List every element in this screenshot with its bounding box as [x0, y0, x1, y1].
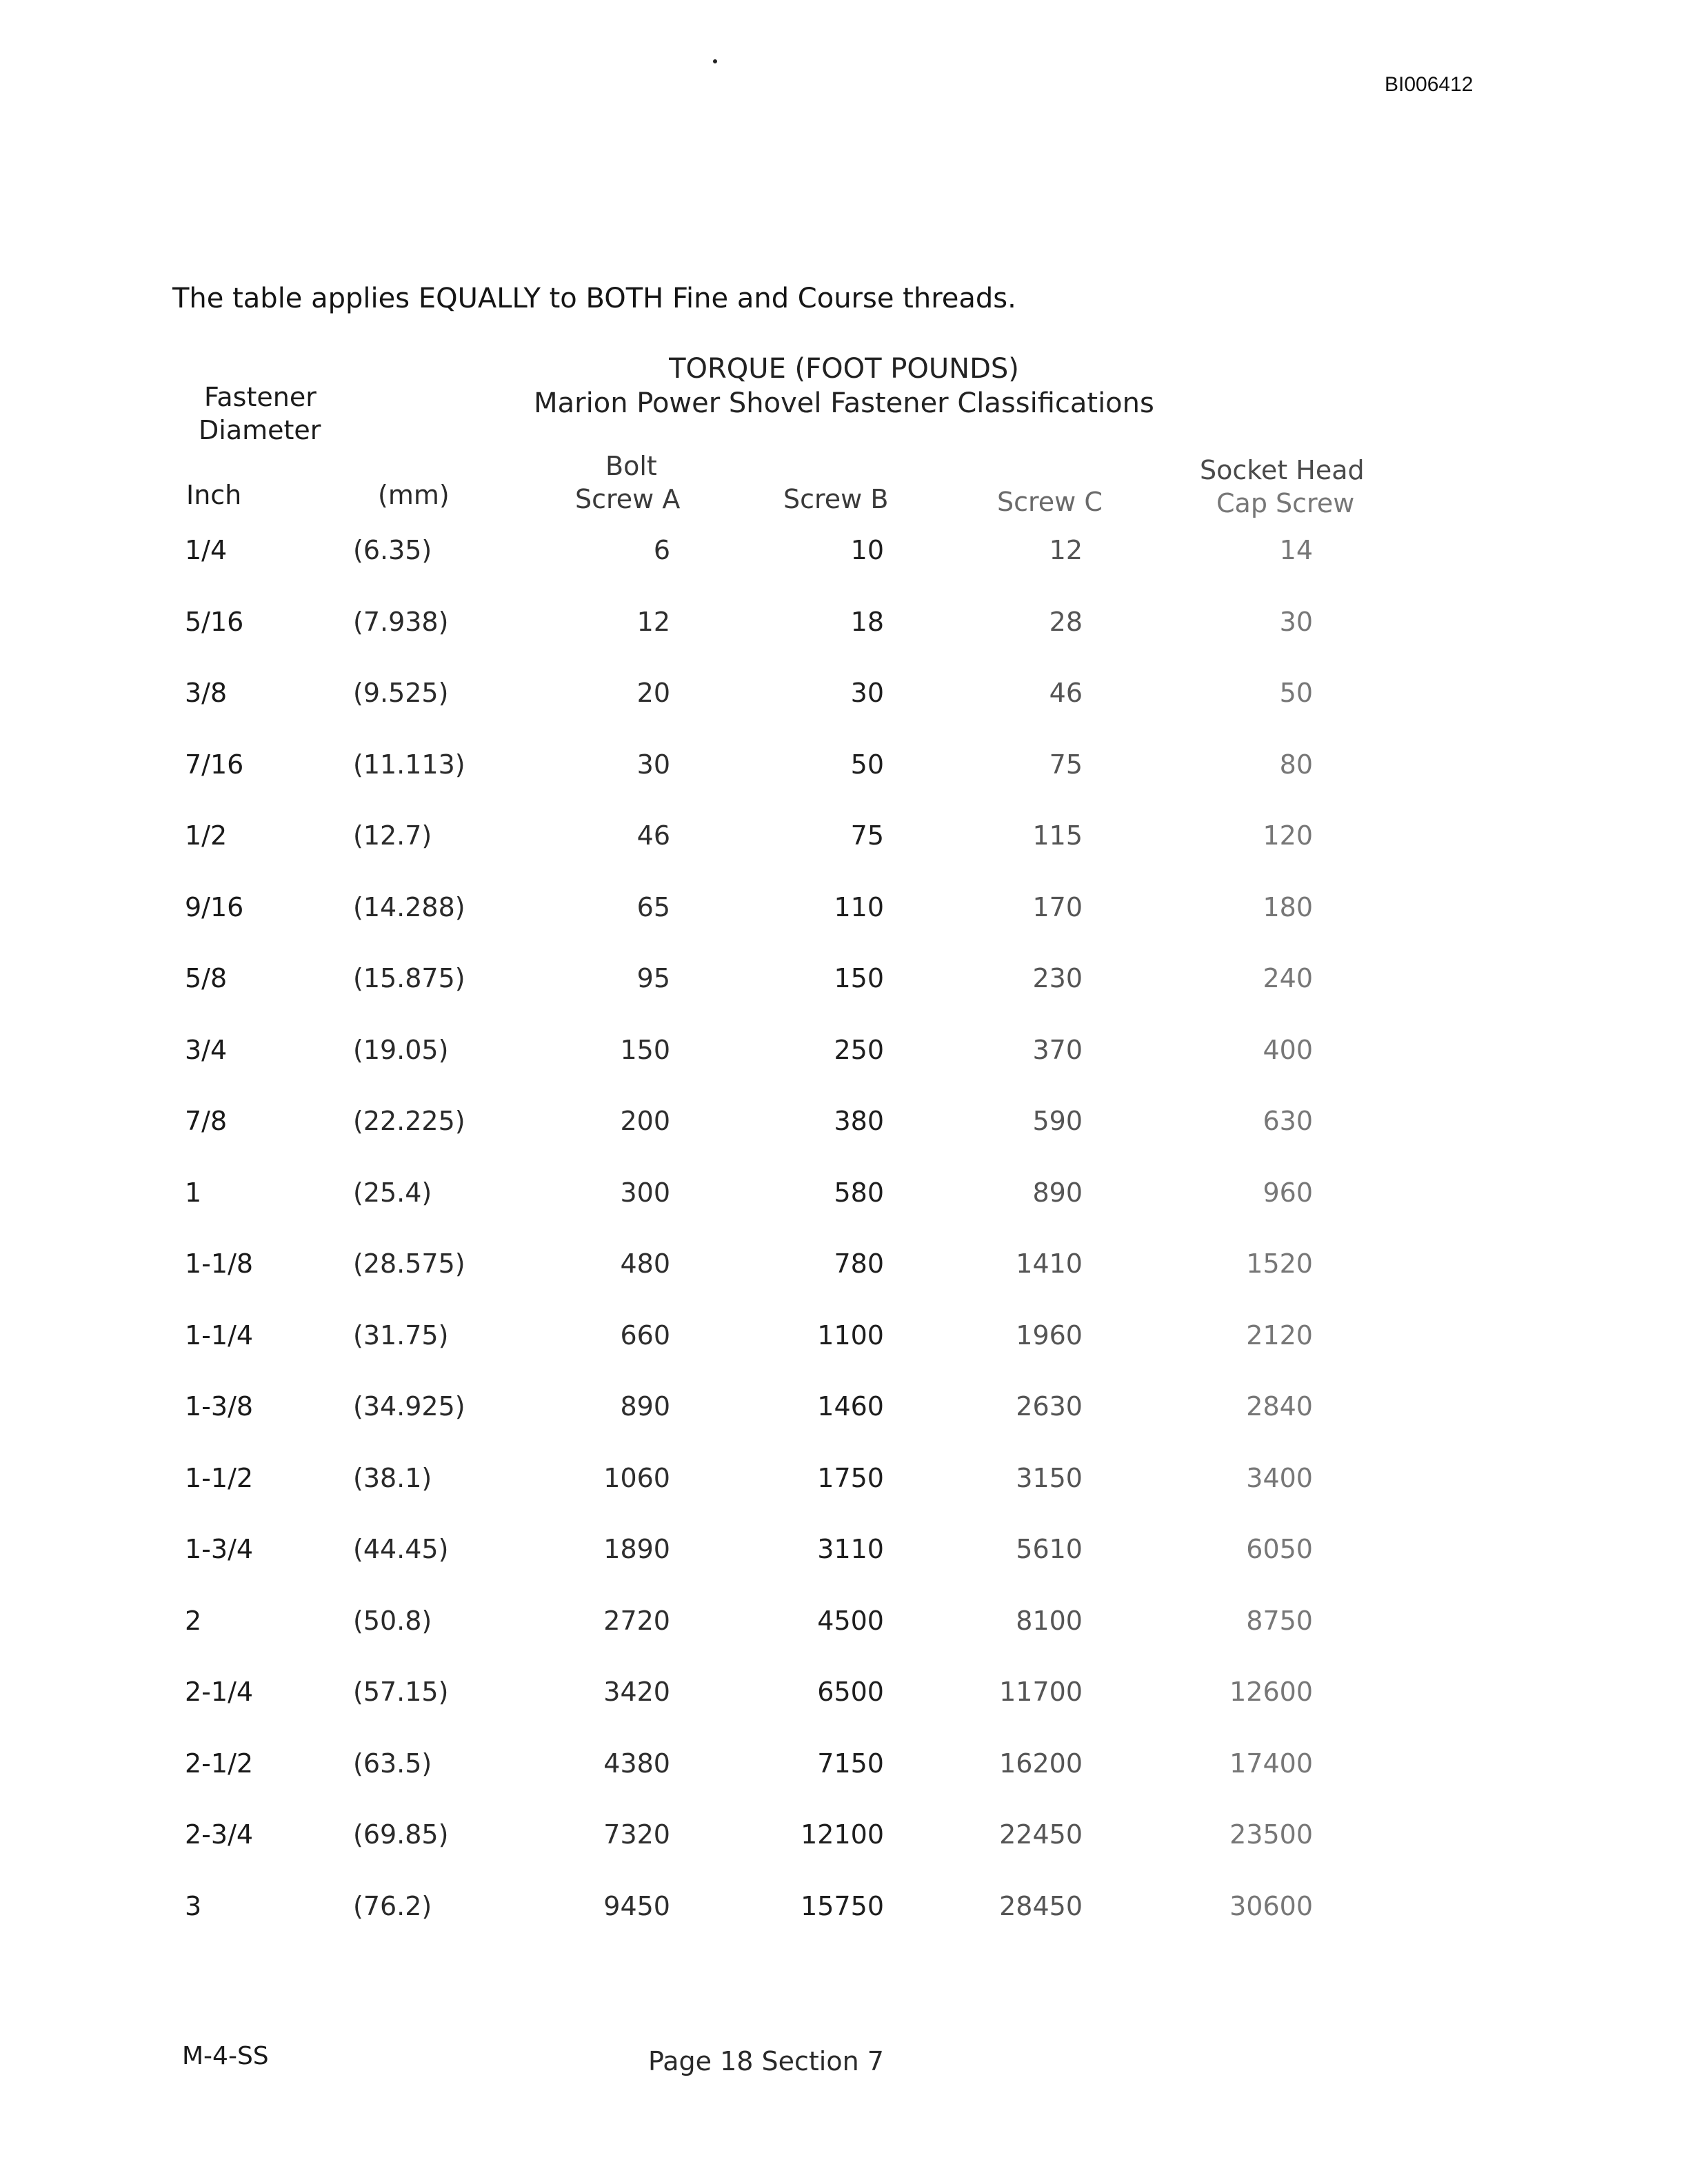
cell-inch: 3/8: [185, 678, 228, 708]
table-row: [0, 535, 1688, 576]
cell-bolt-screw-a: 12: [636, 606, 670, 637]
cell-bolt-screw-a: 150: [620, 1034, 670, 1065]
cell-socket-head: 2840: [1246, 1391, 1313, 1422]
cell-screw-b: 15750: [801, 1890, 884, 1921]
table-row: [0, 1677, 1688, 1718]
cell-screw-c: 12: [1049, 535, 1083, 565]
cell-inch: 7/16: [185, 749, 244, 780]
cell-screw-b: 1460: [817, 1391, 884, 1422]
fastener-label: Fastener: [204, 382, 316, 412]
cell-screw-b: 10: [850, 535, 884, 565]
table-row: [0, 892, 1688, 933]
cell-mm: (12.7): [353, 820, 432, 851]
cell-socket-head: 180: [1263, 891, 1313, 922]
cell-mm: (38.1): [353, 1462, 432, 1493]
cell-screw-c: 3150: [1016, 1462, 1083, 1493]
header-bolt-line2: Screw A: [575, 484, 681, 514]
cell-bolt-screw-a: 890: [620, 1391, 670, 1422]
cell-screw-b: 110: [834, 891, 884, 922]
cell-bolt-screw-a: 65: [636, 891, 670, 922]
cell-bolt-screw-a: 95: [636, 963, 670, 993]
table-row: [0, 1320, 1688, 1362]
torque-subtitle: Marion Power Shovel Fastener Classifications: [534, 387, 1154, 419]
table-row: [0, 1606, 1688, 1647]
cell-screw-c: 1410: [1016, 1248, 1083, 1279]
cell-bolt-screw-a: 9450: [603, 1890, 670, 1921]
cell-bolt-screw-a: 1890: [603, 1534, 670, 1564]
table-row: [0, 820, 1688, 862]
header-bolt-line1: Bolt: [605, 451, 657, 481]
cell-socket-head: 2120: [1246, 1320, 1313, 1351]
cell-mm: (25.4): [353, 1177, 432, 1208]
header-socket-line1: Socket Head: [1200, 455, 1365, 485]
cell-mm: (14.288): [353, 891, 465, 922]
cell-screw-c: 28: [1049, 606, 1083, 637]
cell-bolt-screw-a: 30: [636, 749, 670, 780]
cell-screw-c: 115: [1032, 820, 1083, 851]
cell-socket-head: 50: [1279, 678, 1313, 708]
cell-screw-c: 590: [1032, 1106, 1083, 1136]
document-id: BI006412: [1385, 73, 1474, 96]
cell-inch: 5/8: [185, 963, 228, 993]
cell-socket-head: 12600: [1229, 1677, 1313, 1707]
cell-socket-head: 80: [1279, 749, 1313, 780]
cell-bolt-screw-a: 660: [620, 1320, 670, 1351]
cell-screw-b: 150: [834, 963, 884, 993]
cell-bolt-screw-a: 4380: [603, 1748, 670, 1779]
table-row: [0, 749, 1688, 791]
cell-socket-head: 8750: [1246, 1605, 1313, 1636]
cell-socket-head: 960: [1263, 1177, 1313, 1208]
cell-inch: 1-1/8: [185, 1248, 254, 1279]
cell-inch: 2-1/2: [185, 1748, 254, 1779]
cell-screw-b: 380: [834, 1106, 884, 1136]
cell-screw-b: 1100: [817, 1320, 884, 1351]
cell-mm: (44.45): [353, 1534, 449, 1564]
cell-inch: 1-1/4: [185, 1320, 254, 1351]
cell-screw-c: 1960: [1016, 1320, 1083, 1351]
cell-mm: (9.525): [353, 678, 449, 708]
cell-mm: (34.925): [353, 1391, 465, 1422]
cell-mm: (22.225): [353, 1106, 465, 1136]
cell-inch: 1-1/2: [185, 1462, 254, 1493]
table-row: [0, 1463, 1688, 1504]
table-row: [0, 1819, 1688, 1861]
cell-screw-b: 18: [850, 606, 884, 637]
cell-mm: (63.5): [353, 1748, 432, 1779]
cell-mm: (50.8): [353, 1605, 432, 1636]
cell-screw-c: 890: [1032, 1177, 1083, 1208]
scan-speck: [713, 59, 717, 63]
header-socket-line2: Cap Screw: [1216, 488, 1355, 518]
cell-mm: (31.75): [353, 1320, 449, 1351]
cell-bolt-screw-a: 6: [653, 535, 670, 565]
header-screw-b: Screw B: [783, 484, 889, 514]
cell-screw-b: 6500: [817, 1677, 884, 1707]
cell-screw-c: 370: [1032, 1034, 1083, 1065]
diameter-label: Diameter: [199, 415, 321, 445]
cell-screw-b: 4500: [817, 1605, 884, 1636]
cell-screw-c: 28450: [999, 1890, 1083, 1921]
table-row: [0, 1177, 1688, 1219]
cell-bolt-screw-a: 3420: [603, 1677, 670, 1707]
cell-inch: 7/8: [185, 1106, 228, 1136]
cell-inch: 2-3/4: [185, 1819, 254, 1850]
cell-bolt-screw-a: 480: [620, 1248, 670, 1279]
header-mm: (mm): [378, 480, 450, 510]
table-row: [0, 1891, 1688, 1932]
cell-socket-head: 400: [1263, 1034, 1313, 1065]
cell-inch: 1-3/8: [185, 1391, 254, 1422]
cell-mm: (19.05): [353, 1034, 449, 1065]
cell-screw-b: 30: [850, 678, 884, 708]
cell-socket-head: 240: [1263, 963, 1313, 993]
cell-screw-c: 75: [1049, 749, 1083, 780]
cell-bolt-screw-a: 2720: [603, 1605, 670, 1636]
cell-screw-c: 5610: [1016, 1534, 1083, 1564]
torque-title: TORQUE (FOOT POUNDS): [669, 353, 1019, 385]
cell-mm: (7.938): [353, 606, 449, 637]
cell-inch: 1-3/4: [185, 1534, 254, 1564]
cell-socket-head: 17400: [1229, 1748, 1313, 1779]
cell-screw-b: 1750: [817, 1462, 884, 1493]
cell-screw-c: 22450: [999, 1819, 1083, 1850]
cell-mm: (11.113): [353, 749, 465, 780]
cell-inch: 2: [185, 1605, 202, 1636]
cell-bolt-screw-a: 7320: [603, 1819, 670, 1850]
cell-socket-head: 6050: [1246, 1534, 1313, 1564]
cell-socket-head: 630: [1263, 1106, 1313, 1136]
cell-mm: (15.875): [353, 963, 465, 993]
header-inch: Inch: [186, 480, 242, 510]
cell-bolt-screw-a: 1060: [603, 1462, 670, 1493]
footer-code: M-4-SS: [182, 2042, 269, 2070]
table-row: [0, 1106, 1688, 1147]
cell-socket-head: 120: [1263, 820, 1313, 851]
cell-socket-head: 14: [1279, 535, 1313, 565]
intro-text: The table applies EQUALLY to BOTH Fine and Course threads.: [172, 283, 1016, 314]
cell-screw-b: 580: [834, 1177, 884, 1208]
cell-socket-head: 30600: [1229, 1890, 1313, 1921]
cell-inch: 3/4: [185, 1034, 228, 1065]
cell-mm: (6.35): [353, 535, 432, 565]
cell-bolt-screw-a: 200: [620, 1106, 670, 1136]
cell-mm: (57.15): [353, 1677, 449, 1707]
cell-screw-b: 12100: [801, 1819, 884, 1850]
cell-inch: 1/4: [185, 535, 228, 565]
table-row: [0, 1748, 1688, 1790]
cell-mm: (69.85): [353, 1819, 449, 1850]
cell-mm: (28.575): [353, 1248, 465, 1279]
cell-inch: 9/16: [185, 891, 244, 922]
table-row: [0, 607, 1688, 648]
cell-inch: 1/2: [185, 820, 228, 851]
cell-socket-head: 1520: [1246, 1248, 1313, 1279]
cell-socket-head: 30: [1279, 606, 1313, 637]
cell-bolt-screw-a: 46: [636, 820, 670, 851]
table-row: [0, 1248, 1688, 1290]
cell-screw-c: 11700: [999, 1677, 1083, 1707]
cell-screw-c: 16200: [999, 1748, 1083, 1779]
cell-screw-c: 46: [1049, 678, 1083, 708]
cell-inch: 3: [185, 1890, 202, 1921]
cell-socket-head: 3400: [1246, 1462, 1313, 1493]
cell-screw-b: 50: [850, 749, 884, 780]
cell-bolt-screw-a: 300: [620, 1177, 670, 1208]
cell-screw-c: 2630: [1016, 1391, 1083, 1422]
cell-screw-b: 75: [850, 820, 884, 851]
cell-screw-b: 7150: [817, 1748, 884, 1779]
cell-screw-c: 8100: [1016, 1605, 1083, 1636]
table-row: [0, 1035, 1688, 1076]
cell-inch: 5/16: [185, 606, 244, 637]
cell-screw-c: 230: [1032, 963, 1083, 993]
table-row: [0, 678, 1688, 719]
cell-socket-head: 23500: [1229, 1819, 1313, 1850]
cell-bolt-screw-a: 20: [636, 678, 670, 708]
cell-inch: 1: [185, 1177, 202, 1208]
cell-screw-b: 3110: [817, 1534, 884, 1564]
cell-inch: 2-1/4: [185, 1677, 254, 1707]
header-screw-c: Screw C: [997, 487, 1103, 517]
cell-screw-b: 780: [834, 1248, 884, 1279]
table-row: [0, 963, 1688, 1004]
footer-page: Page 18 Section 7: [648, 2046, 884, 2076]
table-row: [0, 1534, 1688, 1575]
table-row: [0, 1391, 1688, 1433]
cell-mm: (76.2): [353, 1890, 432, 1921]
cell-screw-b: 250: [834, 1034, 884, 1065]
cell-screw-c: 170: [1032, 891, 1083, 922]
